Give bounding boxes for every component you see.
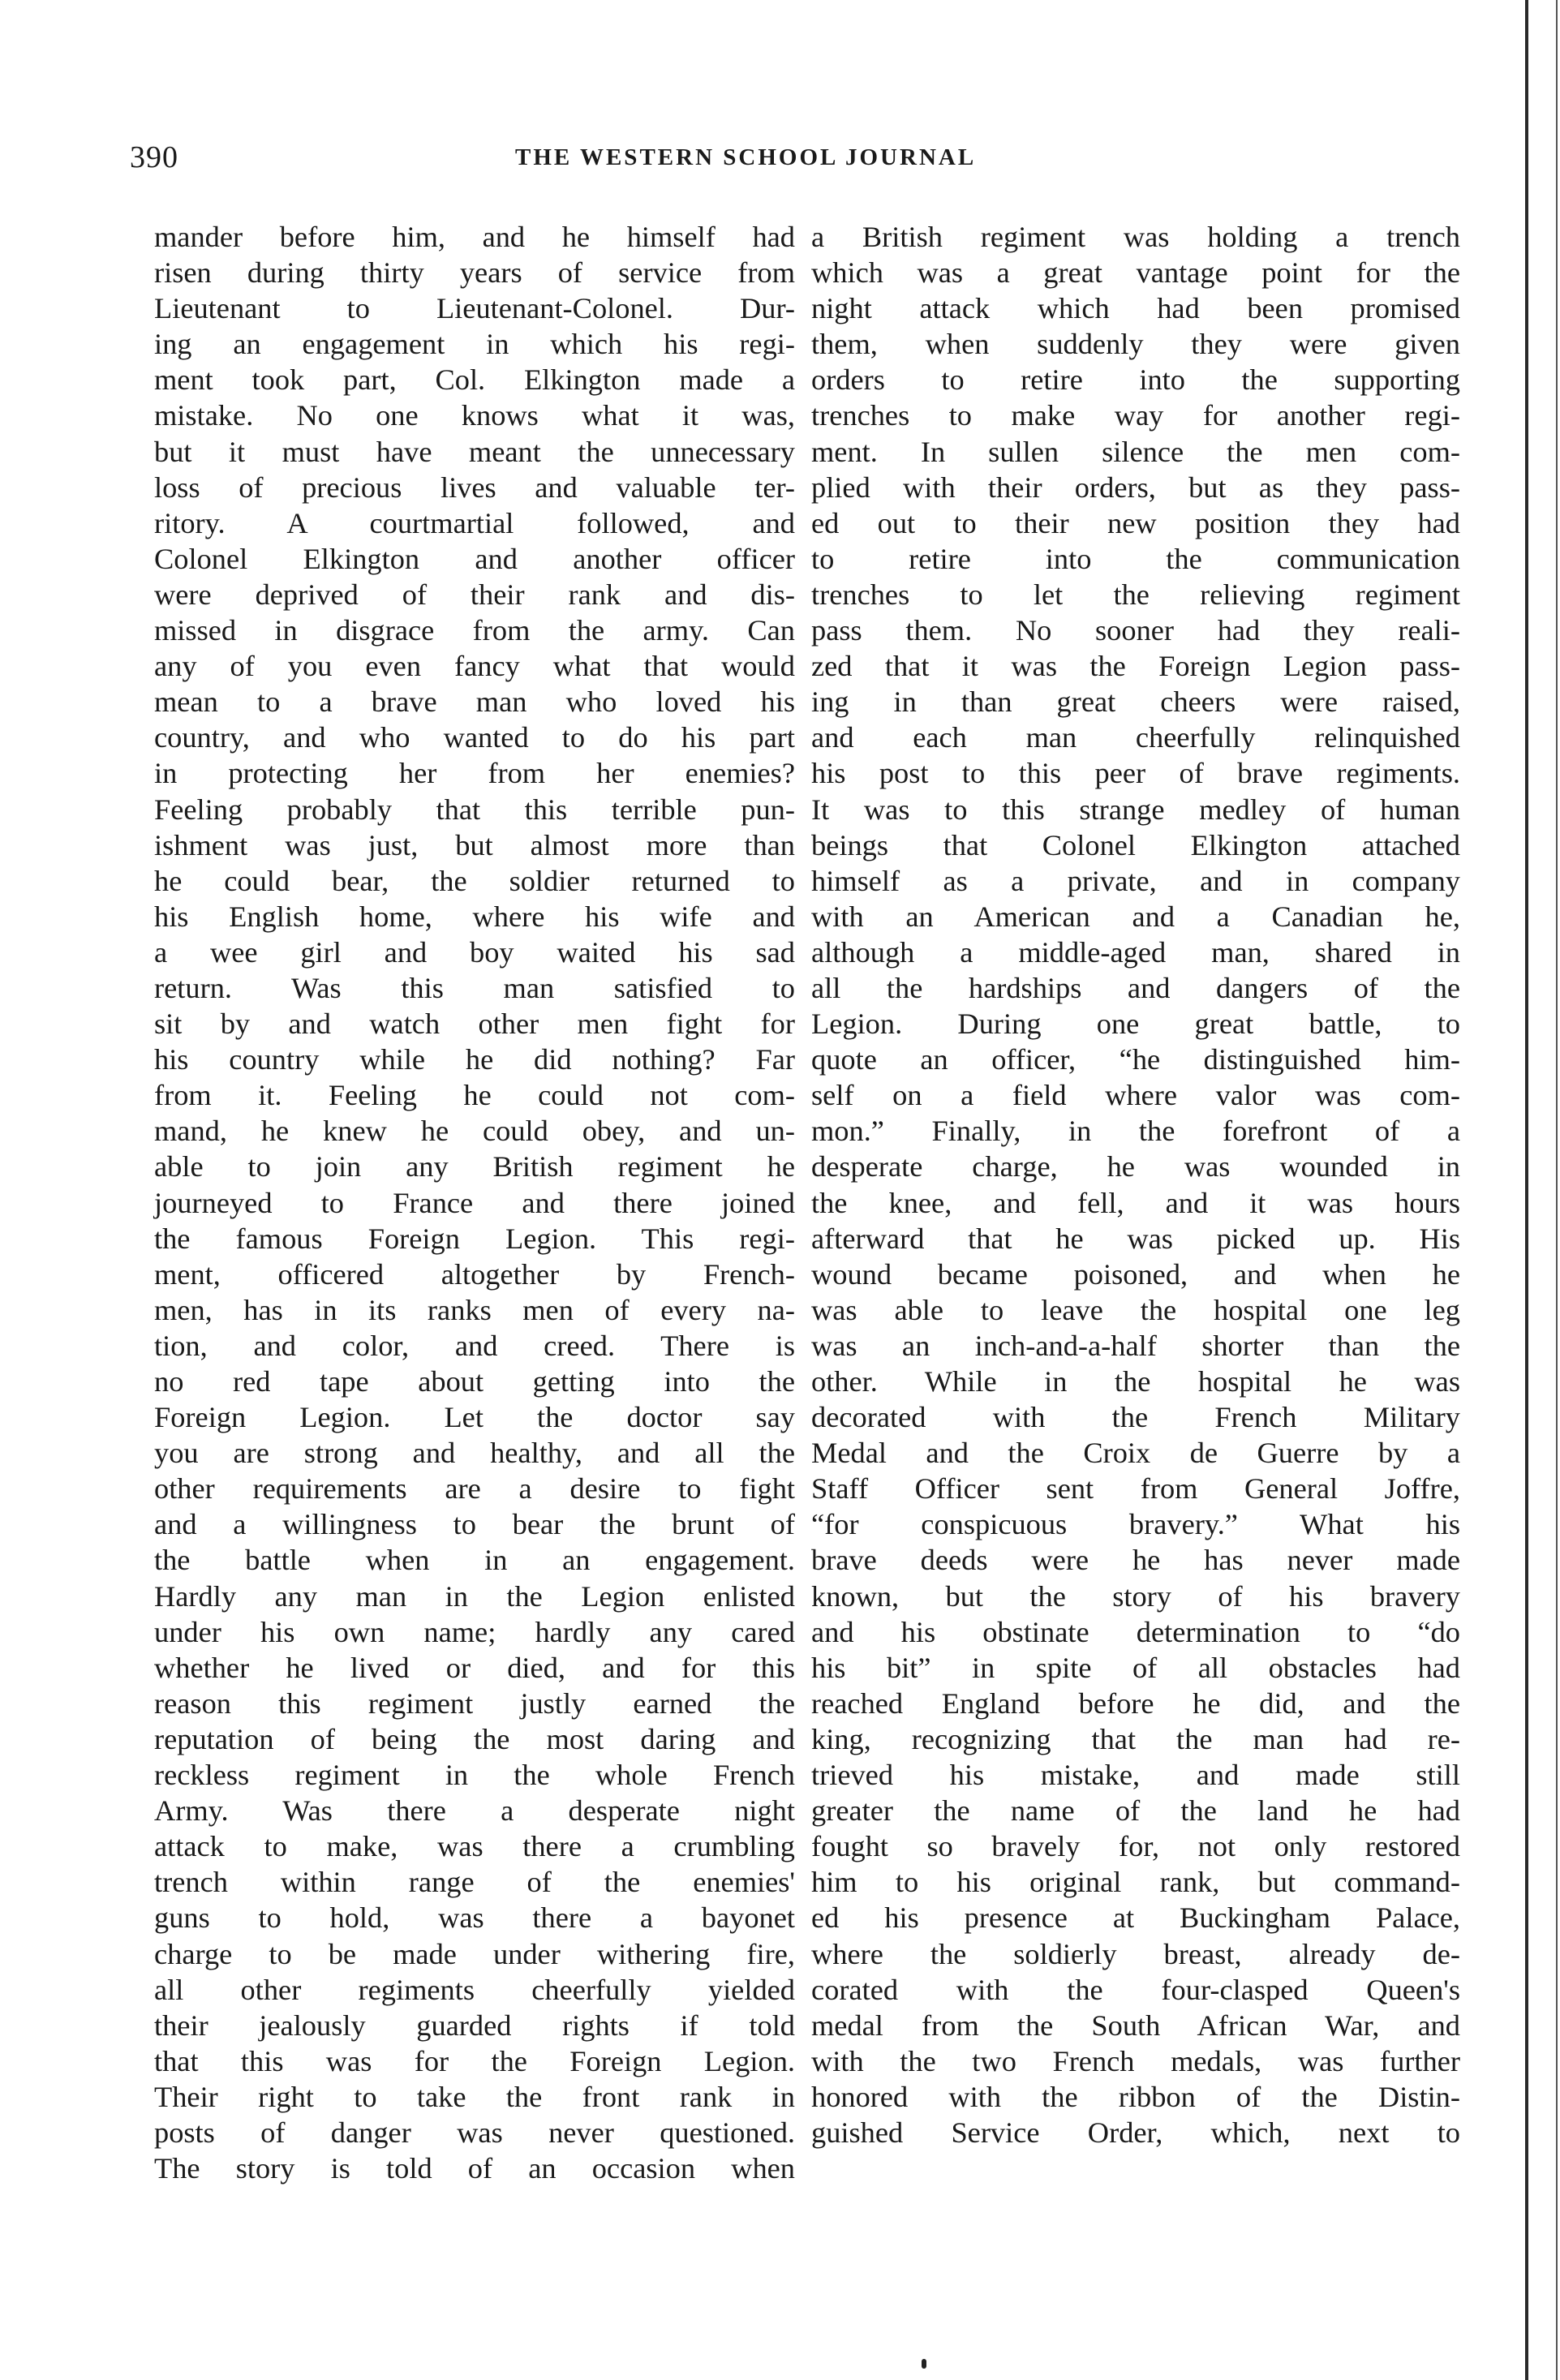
text-line: medal from the South African War, and (811, 2008, 1460, 2042)
text-line: ing in than great cheers were raised, (811, 685, 1460, 719)
text-line: his country while he did nothing? Far (154, 1043, 795, 1076)
text-line: king, recognizing that the man had re- (811, 1722, 1460, 1755)
text-line: orders to retire into the supporting (811, 363, 1460, 397)
text-line: Lieutenant to Lieutenant-Colonel. Dur- (154, 292, 795, 325)
text-line: but it must have meant the unnecessary (154, 435, 795, 468)
text-line: fought so bravely for, not only restored (811, 1830, 1460, 1863)
text-line: other requirements are a desire to fight (154, 1472, 795, 1506)
running-title: THE WESTERN SCHOOL JOURNAL (515, 144, 977, 170)
text-line: in protecting her from her enemies? (154, 757, 795, 790)
text-line: although a middle-aged man, shared in (811, 935, 1460, 969)
text-line: honored with the ribbon of the Distin- (811, 2080, 1460, 2113)
text-line: no red tape about getting into the (154, 1365, 795, 1398)
text-line: him to his original rank, but command- (811, 1866, 1460, 1899)
text-line: was an inch-and-a-half shorter than the (811, 1329, 1460, 1362)
text-line: any of you even fancy what that would (154, 650, 795, 683)
text-line: their jealously guarded rights if told (154, 2008, 795, 2042)
text-line: able to join any British regiment he (154, 1150, 795, 1184)
page-number: 390 (130, 140, 178, 174)
text-line: his post to this peer of brave regiments. (811, 757, 1460, 790)
text-line: Colonel Elkington and another officer (154, 542, 795, 575)
text-line: a wee girl and boy waited his sad (154, 935, 795, 969)
text-line: decorated with the French Military (811, 1401, 1460, 1434)
text-line: beings that Colonel Elkington attached (811, 828, 1460, 861)
text-line: from it. Feeling he could not com- (154, 1079, 795, 1112)
text-line: mander before him, and he himself had (154, 221, 795, 253)
text-line: where the soldierly breast, already de- (811, 1937, 1460, 1970)
text-line: Feeling probably that this terrible pun- (154, 793, 795, 826)
text-line: Legion. During one great battle, to (811, 1007, 1460, 1041)
text-line: ing an engagement in which his regi- (154, 328, 795, 361)
text-line: afterward that he was picked up. His (811, 1222, 1460, 1255)
text-line: Foreign Legion. Let the doctor say (154, 1401, 795, 1434)
text-line: desperate charge, he was wounded in (811, 1150, 1460, 1184)
text-line: zed that it was the Foreign Legion pass- (811, 650, 1460, 683)
text-line: Army. Was there a desperate night (154, 1794, 795, 1828)
text-line: men, has in its ranks men of every na- (154, 1293, 795, 1326)
right-text-column (811, 219, 1460, 2150)
print-speck (922, 2359, 926, 2369)
text-line: loss of precious lives and valuable ter- (154, 470, 795, 504)
text-line: mon.” Finally, in the forefront of a (811, 1115, 1460, 1148)
text-line: trenches to make way for another regi- (811, 399, 1460, 432)
text-line: missed in disgrace from the army. Can (154, 614, 795, 647)
text-line: himself as a private, and in company (811, 864, 1460, 897)
text-line: his English home, where his wife and (154, 900, 795, 933)
text-line: brave deeds were he has never made (811, 1544, 1460, 1577)
text-line: the knee, and fell, and it was hours (811, 1186, 1460, 1219)
text-line: you are strong and healthy, and all the (154, 1437, 795, 1470)
text-line: Their right to take the front rank in (154, 2080, 795, 2113)
text-line: night attack which had been promised (811, 292, 1460, 325)
text-line: journeyed to France and there joined (154, 1186, 795, 1219)
text-line: them, when suddenly they were given (811, 328, 1460, 361)
text-line: corated with the four-clasped Queen's (811, 1973, 1460, 2006)
text-line: all other regiments cheerfully yielded (154, 1973, 795, 2006)
text-line: ishment was just, but almost more than (154, 828, 795, 861)
text-line: known, but the story of his bravery (811, 1579, 1460, 1613)
text-line: ed his presence at Buckingham Palace, (811, 1901, 1460, 1935)
text-line: wound became poisoned, and when he (811, 1257, 1460, 1291)
text-line: “for conspicuous bravery.” What his (811, 1508, 1460, 1541)
text-line: risen during thirty years of service from (154, 256, 795, 290)
text-line: trench within range of the enemies' (154, 1866, 795, 1899)
text-line: country, and who wanted to do his part (154, 721, 795, 754)
text-line: Staff Officer sent from General Joffre, (811, 1472, 1460, 1506)
text-line: and a willingness to bear the brunt of (154, 1508, 795, 1541)
text-line: reckless regiment in the whole French (154, 1759, 795, 1792)
text-line: was able to leave the hospital one leg (811, 1293, 1460, 1326)
text-line: mand, he knew he could obey, and un- (154, 1115, 795, 1148)
text-line: and each man cheerfully relinquished (811, 721, 1460, 754)
text-line: ment. In sullen silence the men com- (811, 435, 1460, 468)
text-line: reputation of being the most daring and (154, 1722, 795, 1755)
page-edge-rule-thin (1556, 0, 1558, 2380)
text-line: quote an officer, “he distinguished him- (811, 1043, 1460, 1076)
text-line: trieved his mistake, and made still (811, 1759, 1460, 1792)
text-line: Medal and the Croix de Guerre by a (811, 1437, 1460, 1470)
text-line: pass them. No sooner had they reali- (811, 614, 1460, 647)
text-line: which was a great vantage point for the (811, 256, 1460, 290)
text-line: mean to a brave man who loved his (154, 685, 795, 719)
text-line: posts of danger was never questioned. (154, 2116, 795, 2149)
page-edge-rule (1525, 0, 1528, 2380)
text-line: greater the name of the land he had (811, 1794, 1460, 1828)
text-line: guished Service Order, which, next to (811, 2116, 1460, 2149)
text-line: ed out to their new position they had (811, 506, 1460, 539)
text-line: that this was for the Foreign Legion. (154, 2044, 795, 2077)
text-line: trenches to let the relieving regiment (811, 578, 1460, 611)
text-line: self on a field where valor was com- (811, 1079, 1460, 1112)
text-line: a British regiment was holding a trench (811, 221, 1460, 253)
text-line: whether he lived or died, and for this (154, 1651, 795, 1684)
text-line: and his obstinate determination to “do (811, 1615, 1460, 1648)
text-line: It was to this strange medley of human (811, 793, 1460, 826)
text-line: attack to make, was there a crumbling (154, 1830, 795, 1863)
text-line: mistake. No one knows what it was, (154, 399, 795, 432)
text-line: the battle when in an engagement. (154, 1544, 795, 1577)
text-line: ritory. A courtmartial followed, and (154, 506, 795, 539)
text-line: sit by and watch other men fight for (154, 1007, 795, 1041)
text-line: charge to be made under withering fire, (154, 1937, 795, 1970)
text-line: all the hardships and dangers of the (811, 971, 1460, 1004)
text-line: other. While in the hospital he was (811, 1365, 1460, 1398)
text-line: reason this regiment justly earned the (154, 1686, 795, 1720)
text-line: Hardly any man in the Legion enlisted (154, 1579, 795, 1613)
text-line: were deprived of their rank and dis- (154, 578, 795, 611)
text-line: return. Was this man satisfied to (154, 971, 795, 1004)
text-line: reached England before he did, and the (811, 1686, 1460, 1720)
text-line: with an American and a Canadian he, (811, 900, 1460, 933)
text-line: with the two French medals, was further (811, 2044, 1460, 2077)
text-line: his bit” in spite of all obstacles had (811, 1651, 1460, 1684)
text-line: the famous Foreign Legion. This regi- (154, 1222, 795, 1255)
text-line: he could bear, the soldier returned to (154, 864, 795, 897)
text-line: The story is told of an occasion when (154, 2152, 795, 2185)
text-line: plied with their orders, but as they pass- (811, 470, 1460, 504)
text-line: to retire into the communication (811, 542, 1460, 575)
text-line: under his own name; hardly any cared (154, 1615, 795, 1648)
text-line: ment, officered altogether by French- (154, 1257, 795, 1291)
text-line: ment took part, Col. Elkington made a (154, 363, 795, 397)
left-text-column (154, 219, 795, 2186)
text-line: guns to hold, was there a bayonet (154, 1901, 795, 1935)
text-line: tion, and color, and creed. There is (154, 1329, 795, 1362)
